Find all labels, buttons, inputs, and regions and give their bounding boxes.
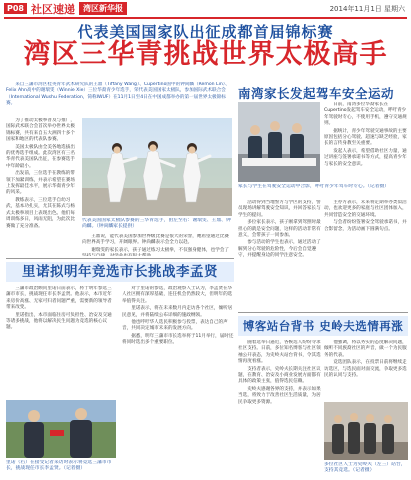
section-title: 社区速递 (31, 2, 75, 16)
election-body-col1: 三藩市政治顾问里诺日前表示，将于明年参选三藩市市长，挑战现任市长李孟贤。他表示，本市近年来房价高涨、无家可归者问题严重，需要新的领导者带来改变。 里诺指出，本市面临住房可负担性、治安及交通等诸多挑战，他将以解决民生问题为竞选的核心议题。 (6, 286, 112, 331)
driver-photo-image (238, 102, 320, 182)
divider-lower (6, 258, 234, 259)
header-rule (4, 17, 407, 19)
election-photo (6, 400, 116, 458)
brand-logo: 湾区新华报 (79, 2, 127, 15)
page-number: P08 (4, 3, 27, 14)
divider-lower-right (238, 312, 408, 313)
driver-body-col-c: 主办方表示，未来将定期举办类似活动，也欢迎更多的家庭与社区团体加入，共同营造安全的交通环境。 与会者纷纷签署安全驾驶承诺书，并合影留念，为活动画下圆满句点。 (324, 200, 407, 232)
blogger-body-col2: 他强调，将以务实的态度解决问题，倾听不同族裔社区的声音，做一个为民服务的代表。 竞选团队表示，在投票日前将继续走访选区，与选民面对面交流，争取更多选民的认同与支持。 (324, 340, 407, 379)
election-photo-image (6, 400, 116, 458)
election-article-headline: 里诺拟明年竞选市长挑战李孟贤 (6, 262, 234, 282)
lead-body-col2: 王鼎说，能代表美国参加世界级比赛是很大的荣誉，她希望通过比赛向世界高手学习，开阔眼界。钟尚麟表示会全力以赴。 谢瑞雯的家长表示，孩子通过练习太极拳，不仅强身健体，也学会了 (82, 234, 230, 253)
blogger-body-col1: 随着选举日逼近，各候选人纷纷寻求社区支持。日前，多位知名博客与社区领袖公开表态，为史岭夫站台背书，令其选情再度看涨。 支持者表示，史岭夫长期关注社区议题，在教育、治安及小商业发展方面都有具体的政策主张，值得选民信赖。 史岭夫感谢各界的支持，并表示如果当选，将致力于改善社区生活质量，为居民争取更多资源。 (238, 340, 321, 405)
taichi-photo-caption: 代表美国国家太极队参赛的三华青选手，由左至右：谢瑞雯、王鼎、钟尚麟。（钟尚麟家长提供） (82, 218, 231, 230)
lead-headline: 湾区三华青挑战世界太极高手 (23, 39, 388, 70)
blogger-photo (324, 402, 408, 460)
page-header (0, 0, 411, 17)
lead-subheadline: 代表美国国家队出征成都首届锦标赛 (77, 23, 334, 41)
election-photo-caption: 里诺（右）在接受记者采访时表示将竞选三藩市市长，挑战现任市长李孟贤。（记者摄） (6, 460, 112, 472)
driver-body-col-b: 活动得到当地警方与学区的支持，警员现场讲解驾驶安全知识，并回答家长与学生的提问。 多位家长表示，孩子刚拿到驾照时最担心的就是安全问题，这样的活动非常有意义，会带孩子一同参加。 参与活动的学生也表示，通过活动了解到分心驾驶的危险性，今后会自觉遵守，并提醒身边的同学注意安全。 (238, 200, 321, 259)
taichi-photo-image (82, 118, 232, 216)
lead-intro: 来自三藩市湾区桂英青年武术研究队的王鼎（Tiffany Wang）、Cupertino国中的钟尚麟（Remon Lin）、Felix Ahn高中的谢瑞雯（Winnie Xie）三位华裔青少年选手，荣代表美国国家太极队，参加国际武术联合会（International Wushu Federation，简称IWUF）在11月1日至4日在中国成都举办的第一届世界太极锦标赛。 (6, 82, 230, 107)
driver-photo (238, 102, 320, 182)
driver-body-col-a: 日前，南湾多位华裔家长在Cupertino发起驾车安全运动，呼吁青少年驾驶时专心，不使用手机，遵守交通规则。 据统计，青少年驾驶交通事故的主要原因包括分心驾驶、超速与缺乏经验，家长的言传身教至关重要。 发起人表示，希望借助社区力量，通过讲座与签署承诺书等方式，提高青少年与家长的安全意识。 (324, 102, 407, 167)
driver-article-headline: 南湾家长发起驾车安全运动 (238, 86, 395, 101)
blogger-article-headline: 博客站台背书 史岭夫选情再涨 (238, 316, 408, 336)
driver-photo-caption: 家长与学生在驾驶安全运动中合影，呼吁青少年驾车时专心。（记者摄） (238, 184, 390, 189)
issue-date: 2014年11月1日 星期六 (329, 5, 405, 13)
blogger-photo-caption: 多位社区人士为史岭夫（左三）站台，支持其竞选。（记者摄） (324, 462, 406, 474)
lead-body-col1: 为了推动太极拳普及与推广，国际武术联合会首次举办世界太极锦标赛，共有来自五大洲四十多个国家和地区的代表队参赛。 美国太极队由全美各地选拔出的优秀选手组成。此次湾区有三名华青代表美国队出征，在参赛选手中年龄最小。 出发前，三位选手在教练的带领下加紧训练，并表示希望在赛场上发挥最佳水平，展示华裔青少年的风采。 教练表示，三位选手自幼习武，基本功扎实，尤其在陈式与杨式太极拳项目上表现出色。他们每周训练多日，风雨无阻，为此次比赛做了充分准备。 (6, 118, 75, 229)
blogger-photo-image (324, 402, 408, 460)
taichi-photo (82, 118, 232, 216)
election-body-col2: 对于里诺的参选，政治观察人士认为，李孟贤在华人社区拥有深厚基础，连任机会仍然较大，但明年的选举值得关注。 里诺表示，将在未来数月内走访各个社区，倾听居民意见，并将陆续公布详细的施政纲领。 他也呼吁华人选民积极参与投票，表达自己的声音，共同决定城市未来的发展方向。 据悉，明年三藩市市长选举将于11月举行，届时还将同时选出多个重要职位。 (122, 286, 234, 346)
